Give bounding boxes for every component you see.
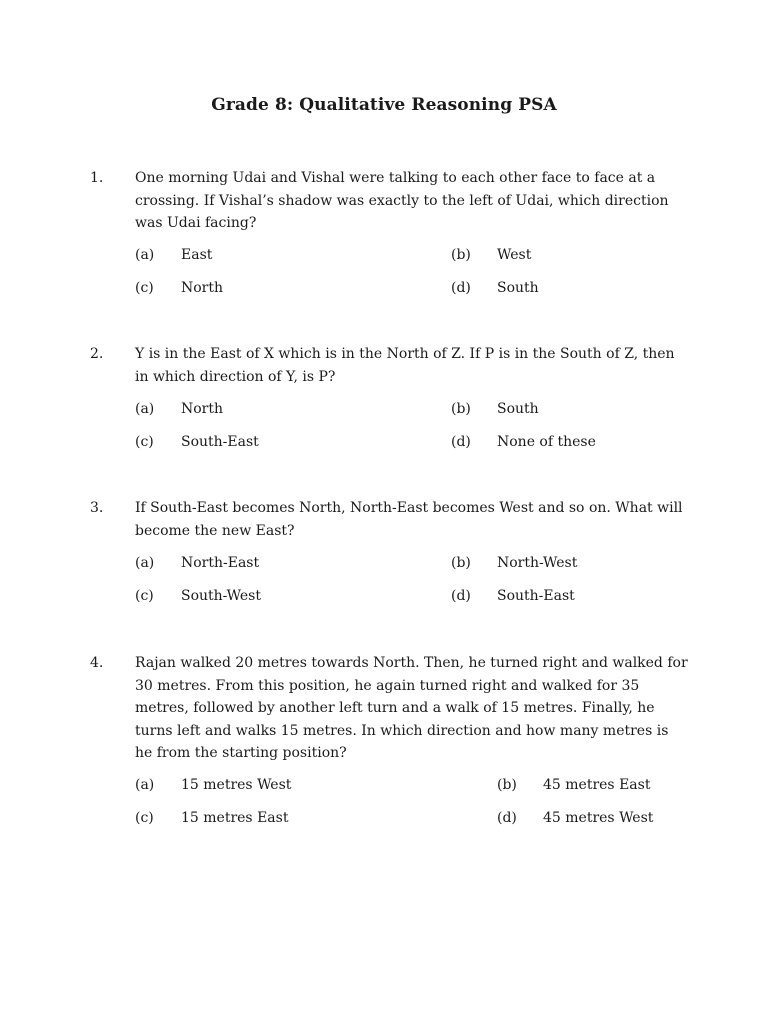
option-text: South-East — [497, 588, 575, 604]
option-letter: (b) — [497, 777, 517, 793]
option-letter: (b) — [451, 555, 471, 571]
option-letter: (a) — [135, 777, 155, 793]
option-text: None of these — [497, 434, 596, 450]
option-letter: (d) — [451, 434, 471, 450]
option-letter: (d) — [451, 588, 471, 604]
option-text: South-East — [181, 434, 259, 450]
option-text: East — [181, 247, 213, 263]
option-letter: (c) — [135, 280, 154, 296]
question-text: If South-East becomes North, North-East becomes West and so on. What will become the new East? — [135, 500, 683, 539]
question-text: One morning Udai and Vishal were talking to each other face to face at a crossing. If Vishal’s shadow was exactly to the left of Udai, which direction was Udai facing? — [135, 170, 669, 231]
option-letter: (b) — [451, 247, 471, 263]
question-text: Rajan walked 20 metres towards North. Then, he turned right and walked for 30 metres. From this position, he again turned right and walked for 35 metres, followed by another left turn and a walk of 15 metres. Finally, he turns left and walks 15 metres. In which direction and how many metres is he from the starting position? — [135, 655, 688, 761]
question-number: 4. — [90, 655, 104, 671]
option-letter: (d) — [451, 280, 471, 296]
page-title: Grade 8: Qualitative Reasoning PSA — [211, 95, 557, 115]
option-text: South — [497, 401, 539, 417]
option-letter: (c) — [135, 588, 154, 604]
option-text: North — [181, 401, 224, 417]
option-text: South-West — [181, 588, 261, 604]
option-text: 15 metres West — [181, 777, 292, 793]
question-number: 1. — [90, 170, 104, 186]
option-text: West — [497, 247, 532, 263]
option-text: 45 metres West — [543, 810, 654, 826]
option-letter: (a) — [135, 247, 155, 263]
question-number: 3. — [90, 500, 104, 516]
option-text: North — [181, 280, 224, 296]
question-text: Y is in the East of X which is in the North of Z. If P is in the South of Z, then in which direction of Y, is P? — [135, 346, 675, 385]
question-number: 2. — [90, 346, 104, 362]
option-letter: (c) — [135, 434, 154, 450]
option-letter: (a) — [135, 555, 155, 571]
option-text: 15 metres East — [181, 810, 289, 826]
option-letter: (a) — [135, 401, 155, 417]
option-text: South — [497, 280, 539, 296]
option-text: 45 metres East — [543, 777, 651, 793]
option-text: North-West — [497, 555, 578, 571]
option-letter: (b) — [451, 401, 471, 417]
option-letter: (d) — [497, 810, 517, 826]
option-text: North-East — [181, 555, 260, 571]
option-letter: (c) — [135, 810, 154, 826]
